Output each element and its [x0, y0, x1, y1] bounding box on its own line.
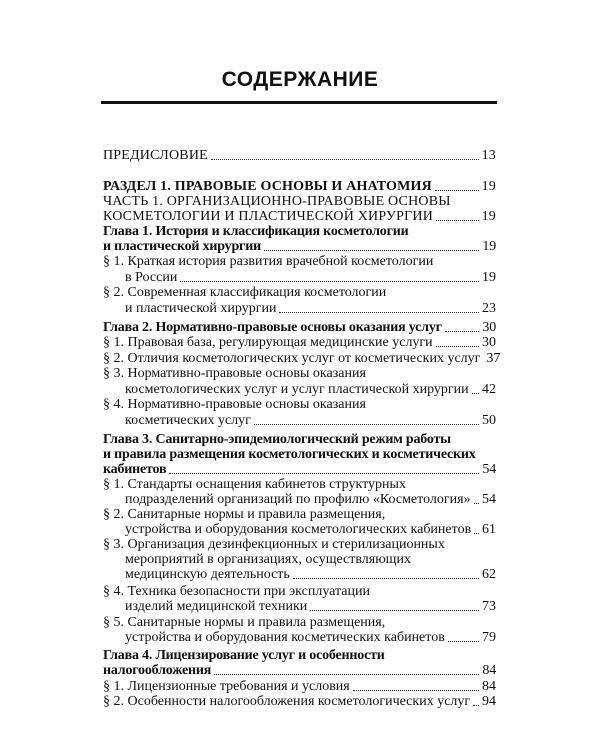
- toc-entry-page: 13: [481, 148, 496, 163]
- toc-entry-page: 79: [482, 630, 496, 645]
- dot-leader: [169, 472, 479, 474]
- dot-leader: [474, 502, 479, 504]
- dot-leader: [214, 673, 479, 675]
- dot-leader: [264, 249, 479, 251]
- toc-entry-page: 19: [482, 270, 496, 285]
- toc-entry-title: Глава 1. История и классификация косметологии: [103, 224, 409, 239]
- dot-leader: [448, 640, 479, 642]
- toc-entry-page: 37: [486, 351, 501, 366]
- toc-entry-title: § 4. Нормативно-правовые основы оказания: [103, 397, 366, 412]
- toc-entry-page: 19: [482, 239, 496, 254]
- toc-entry-page: 42: [482, 382, 496, 397]
- toc-entry: [125, 629, 496, 646]
- toc-entry: [103, 693, 496, 710]
- page-title: СОДЕРЖАНИЕ: [221, 68, 379, 91]
- toc-entry-page: 50: [482, 413, 496, 428]
- toc-entry-title: Глава 2. Нормативно-правовые основы оказания услуг: [103, 320, 442, 335]
- toc-entry-title: ПРЕДИСЛОВИЕ: [103, 148, 208, 163]
- toc-entry-title: устройства и оборудования косметологических кабинетов: [125, 522, 472, 537]
- toc-entry-title: в России: [125, 270, 178, 285]
- toc-entry-title: § 1. Правовая база, регулирующая медицинские услуги: [103, 335, 433, 350]
- dot-leader: [211, 158, 479, 160]
- toc-entry-page: 73: [482, 599, 496, 614]
- toc-entry: [125, 412, 496, 429]
- toc-entry-title: изделий медицинской техники: [125, 599, 308, 614]
- toc-entry-title: медицинскую деятельность: [125, 567, 290, 582]
- toc-entry-title: § 3. Организация дезинфекционных и стерилизационных: [103, 537, 445, 552]
- toc-entry-title: § 1. Краткая история развития врачебной косметологии: [103, 254, 434, 269]
- toc-entry-title: § 3. Нормативно-правовые основы оказания: [103, 366, 366, 381]
- toc-entry-page: 62: [482, 567, 496, 582]
- toc-entry-title: мероприятий в организациях, осуществляющих: [125, 552, 411, 567]
- toc-entry-title: § 2. Отличия косметологических услуг от косметических услуг: [103, 351, 481, 366]
- dot-leader: [436, 219, 479, 221]
- toc-entry-title: § 1. Лицензионные требования и условия: [103, 679, 350, 694]
- toc-entry: [103, 396, 496, 413]
- toc-entry-title: ЧАСТЬ 1. ОРГАНИЗАЦИОННО-ПРАВОВЫЕ ОСНОВЫ: [103, 194, 451, 209]
- toc-entry-title: Глава 3. Санитарно-эпидемиологический режим работы: [103, 432, 451, 447]
- toc-entry-page: 30: [482, 320, 496, 335]
- dot-leader: [180, 280, 479, 282]
- toc-entry-title: § 5. Санитарные нормы и правила размещения,: [103, 615, 386, 630]
- toc-entry-title: устройства и оборудования косметических кабинетов: [125, 630, 445, 645]
- toc-entry-title: и правила размещения косметологических и косметических: [103, 447, 476, 462]
- dot-leader: [293, 577, 479, 579]
- dot-leader: [254, 423, 479, 425]
- dot-leader: [353, 689, 479, 691]
- toc-entry-title: налогообложения: [103, 663, 212, 678]
- toc-entry-title: § 4. Техника безопасности при эксплуатации: [103, 584, 370, 599]
- toc-entry-title: косметологических услуг и услуг пластической хирургии: [125, 382, 469, 397]
- dot-leader: [445, 330, 479, 332]
- dot-leader: [436, 345, 479, 347]
- dot-leader: [279, 311, 479, 313]
- toc-entry-page: 84: [482, 679, 496, 694]
- toc-entry-title: и пластической хирургии: [125, 301, 277, 316]
- toc-entry-title: РАЗДЕЛ 1. ПРАВОВЫЕ ОСНОВЫ И АНАТОМИЯ: [103, 179, 432, 194]
- toc-entry-title: кабинетов: [103, 462, 167, 477]
- toc-entry-title: косметических услуг: [125, 413, 251, 428]
- toc-entry-title: подразделений организаций по профилю «Косметология»: [125, 492, 471, 507]
- toc-entry-title: § 2. Современная классификация косметологии: [103, 285, 387, 300]
- toc-entry-title: КОСМЕТОЛОГИИ И ПЛАСТИЧЕСКОЙ ХИРУРГИИ: [103, 209, 434, 224]
- dot-leader: [473, 704, 479, 706]
- dot-leader: [472, 392, 479, 394]
- toc-entry: [125, 300, 496, 317]
- toc-entry-page: 61: [482, 522, 496, 537]
- toc-entry-title: § 2. Санитарные нормы и правила размещения,: [103, 507, 386, 522]
- toc-entry-title: и пластической хирургии: [103, 239, 261, 254]
- toc-entry: [103, 365, 496, 382]
- toc-entry-page: 84: [482, 663, 496, 678]
- toc-entry: [103, 284, 496, 301]
- dot-leader: [474, 532, 479, 534]
- toc-entry-title: § 1. Стандарты оснащения кабинетов структурных: [103, 477, 406, 492]
- toc-entry: [103, 662, 496, 679]
- toc-entry: [125, 598, 496, 615]
- toc-entry-page: 54: [482, 492, 496, 507]
- toc-entry-page: 94: [482, 694, 496, 709]
- toc-entry-title: Глава 4. Лицензирование услуг и особенности: [103, 648, 385, 663]
- toc-entry-title: § 2. Особенности налогообложения косметологических услуг: [103, 694, 471, 709]
- toc-entry-page: 23: [482, 301, 496, 316]
- toc-entry-page: 30: [482, 335, 496, 350]
- dot-leader: [435, 189, 479, 191]
- toc-entry: [125, 566, 496, 583]
- toc-entry-page: 54: [482, 462, 496, 477]
- toc-entry: [103, 147, 496, 164]
- toc-entry: [103, 253, 496, 270]
- toc-entry-page: 19: [481, 179, 496, 194]
- dot-leader: [310, 609, 479, 611]
- toc-entry: [103, 334, 496, 351]
- toc-entry-page: 19: [481, 209, 496, 224]
